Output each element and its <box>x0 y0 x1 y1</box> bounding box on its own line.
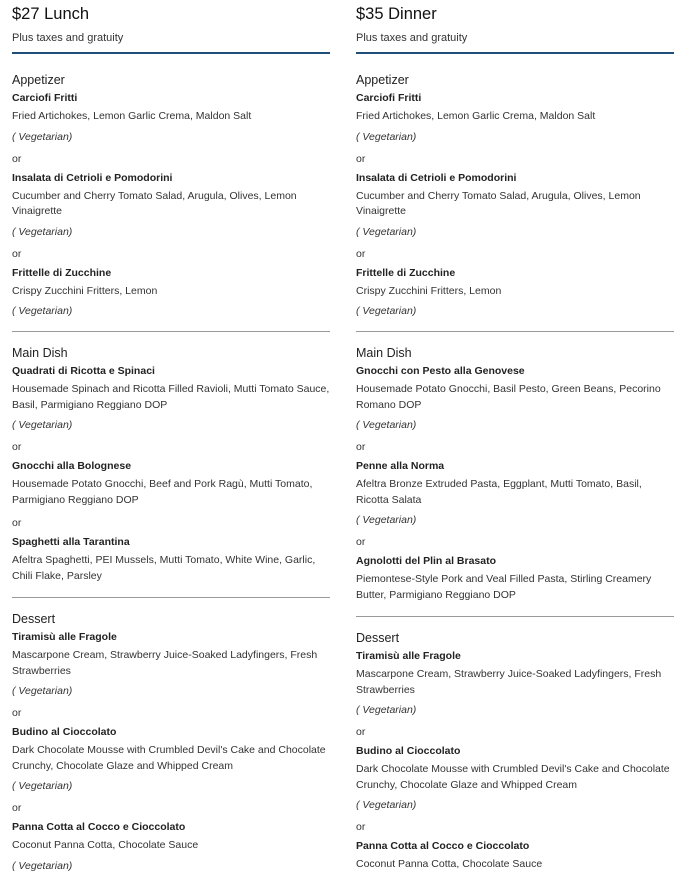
dish-item <box>356 266 674 319</box>
or-separator: or <box>12 247 22 260</box>
dish-description: Afeltra Bronze Extruded Pasta, Eggplant, Mutti Tomato, Basil, Ricotta Salata <box>356 478 642 506</box>
dish-description: Piemontese-Style Pork and Veal Filled Pasta, Stirling Creamery Butter, Parmigiano Reggiano DOP <box>356 573 652 601</box>
or-separator: or <box>12 441 22 453</box>
dish-name: Quadrati di Ricotta e Spinaci <box>12 365 155 377</box>
or-separator: or <box>12 707 22 719</box>
dish-item <box>12 725 330 793</box>
vegetarian-tag: ( Vegetarian) <box>356 799 417 811</box>
dish-name: Gnocchi alla Bolognese <box>12 460 132 472</box>
dish-item <box>12 266 330 319</box>
dish-name: Agnolotti del Plin al Brasato <box>356 555 497 567</box>
dish-name: Panna Cotta al Cocco e Cioccolato <box>356 840 530 852</box>
dish-name: Carciofi Fritti <box>356 92 422 104</box>
menu-section-dessert <box>12 611 330 873</box>
dish-name: Frittelle di Zucchine <box>356 266 456 279</box>
dish-name: Insalata di Cetrioli e Pomodorini <box>12 171 173 184</box>
section-heading: Main Dish <box>12 346 68 360</box>
dish-description: Dark Chocolate Mousse with Crumbled Devil's Cake and Chocolate Crunchy, Chocolate Glaze and Whipped Cream <box>356 763 670 791</box>
dish-name: Spaghetti alla Tarantina <box>12 536 130 548</box>
dish-item <box>356 839 674 873</box>
dish-item <box>12 630 330 698</box>
menu-title: $27 Lunch <box>12 5 90 23</box>
or-separator: or <box>356 441 366 453</box>
dish-description: Housemade Spinach and Ricotta Filled Ravioli, Mutti Tomato Sauce, Basil, Parmigiano Reggiano DOP <box>12 383 330 411</box>
dish-item <box>356 91 674 144</box>
dish-description: Mascarpone Cream, Strawberry Juice-Soaked Ladyfingers, Fresh Strawberries <box>356 668 662 696</box>
dish-description: Afeltra Spaghetti, PEI Mussels, Mutti Tomato, White Wine, Garlic, Chili Flake, Parsley <box>12 554 316 582</box>
vegetarian-tag: ( Vegetarian) <box>356 514 417 526</box>
dish-item <box>356 649 674 717</box>
section-divider <box>356 331 674 332</box>
dish-name: Gnocchi con Pesto alla Genovese <box>356 365 525 377</box>
dish-item <box>356 364 674 432</box>
section-heading: Dessert <box>12 612 56 626</box>
vegetarian-tag: ( Vegetarian) <box>12 685 73 697</box>
dish-item <box>12 364 330 432</box>
vegetarian-tag: ( Vegetarian) <box>12 780 73 792</box>
or-separator: or <box>356 536 366 548</box>
vegetarian-tag: ( Vegetarian) <box>12 130 73 143</box>
menu-title: $35 Dinner <box>356 5 437 23</box>
dish-name: Penne alla Norma <box>356 460 445 472</box>
vegetarian-tag: ( Vegetarian) <box>12 305 73 317</box>
menu-section-dessert <box>356 630 674 873</box>
dish-description: Cucumber and Cherry Tomato Salad, Arugula, Olives, Lemon Vinaigrette <box>356 189 641 217</box>
menu-section-appetizer <box>356 72 674 318</box>
dish-description: Coconut Panna Cotta, Chocolate Sauce <box>12 839 199 851</box>
menu-section-main-dish <box>12 345 330 584</box>
dish-description: Crispy Zucchini Fritters, Lemon <box>356 284 502 297</box>
dish-description: Crispy Zucchini Fritters, Lemon <box>12 284 158 297</box>
or-separator: or <box>356 247 366 260</box>
section-heading: Appetizer <box>12 73 65 87</box>
or-separator: or <box>12 152 22 165</box>
dinner-menu-column <box>356 0 674 873</box>
dish-description: Housemade Potato Gnocchi, Beef and Pork Ragù, Mutti Tomato, Parmigiano Reggiano DOP <box>12 478 313 506</box>
dish-item <box>356 459 674 527</box>
dish-item <box>12 91 330 144</box>
menu-subtitle: Plus taxes and gratuity <box>12 32 124 44</box>
dish-item <box>12 171 330 239</box>
or-separator: or <box>356 726 366 738</box>
dish-description: Cucumber and Cherry Tomato Salad, Arugula, Olives, Lemon Vinaigrette <box>12 189 297 217</box>
menu-section-main-dish <box>356 345 674 603</box>
dish-name: Carciofi Fritti <box>12 92 78 104</box>
vegetarian-tag: ( Vegetarian) <box>12 859 73 872</box>
dish-description: Fried Artichokes, Lemon Garlic Crema, Maldon Salt <box>12 110 252 122</box>
section-divider <box>12 331 330 332</box>
dish-description: Mascarpone Cream, Strawberry Juice-Soaked Ladyfingers, Fresh Strawberries <box>12 649 318 677</box>
title-divider <box>356 52 674 54</box>
vegetarian-tag: ( Vegetarian) <box>356 419 417 431</box>
dish-item <box>356 744 674 812</box>
section-heading: Main Dish <box>356 346 412 360</box>
dish-name: Budino al Cioccolato <box>356 745 461 757</box>
dish-item <box>12 820 330 873</box>
menu-subtitle: Plus taxes and gratuity <box>356 32 468 44</box>
dish-description: Dark Chocolate Mousse with Crumbled Devil's Cake and Chocolate Crunchy, Chocolate Glaze and Whipped Cream <box>12 744 326 772</box>
section-heading: Appetizer <box>356 73 409 87</box>
dish-item <box>12 535 330 584</box>
section-heading: Dessert <box>356 631 400 645</box>
menu-section-appetizer <box>12 72 330 318</box>
dish-name: Budino al Cioccolato <box>12 726 117 738</box>
lunch-menu-column <box>12 0 330 873</box>
vegetarian-tag: ( Vegetarian) <box>12 419 73 431</box>
vegetarian-tag: ( Vegetarian) <box>12 225 73 238</box>
vegetarian-tag: ( Vegetarian) <box>356 704 417 716</box>
dish-name: Panna Cotta al Cocco e Cioccolato <box>12 821 186 833</box>
vegetarian-tag: ( Vegetarian) <box>356 225 417 238</box>
dish-item <box>12 459 330 508</box>
dish-item <box>356 554 674 603</box>
section-divider <box>356 616 674 617</box>
or-separator: or <box>356 152 366 165</box>
title-divider <box>12 52 330 54</box>
dish-item <box>356 171 674 239</box>
dish-name: Insalata di Cetrioli e Pomodorini <box>356 171 517 184</box>
vegetarian-tag: ( Vegetarian) <box>356 130 417 143</box>
dish-name: Frittelle di Zucchine <box>12 266 112 279</box>
dish-name: Tiramisù alle Fragole <box>356 650 461 662</box>
vegetarian-tag: ( Vegetarian) <box>356 305 417 317</box>
dish-name: Tiramisù alle Fragole <box>12 631 117 643</box>
or-separator: or <box>356 821 366 833</box>
dish-description: Coconut Panna Cotta, Chocolate Sauce <box>356 858 543 870</box>
dish-description: Housemade Potato Gnocchi, Basil Pesto, Green Beans, Pecorino Romano DOP <box>356 383 661 411</box>
or-separator: or <box>12 802 22 814</box>
section-divider <box>12 597 330 598</box>
or-separator: or <box>12 517 22 529</box>
dish-description: Fried Artichokes, Lemon Garlic Crema, Maldon Salt <box>356 110 596 122</box>
